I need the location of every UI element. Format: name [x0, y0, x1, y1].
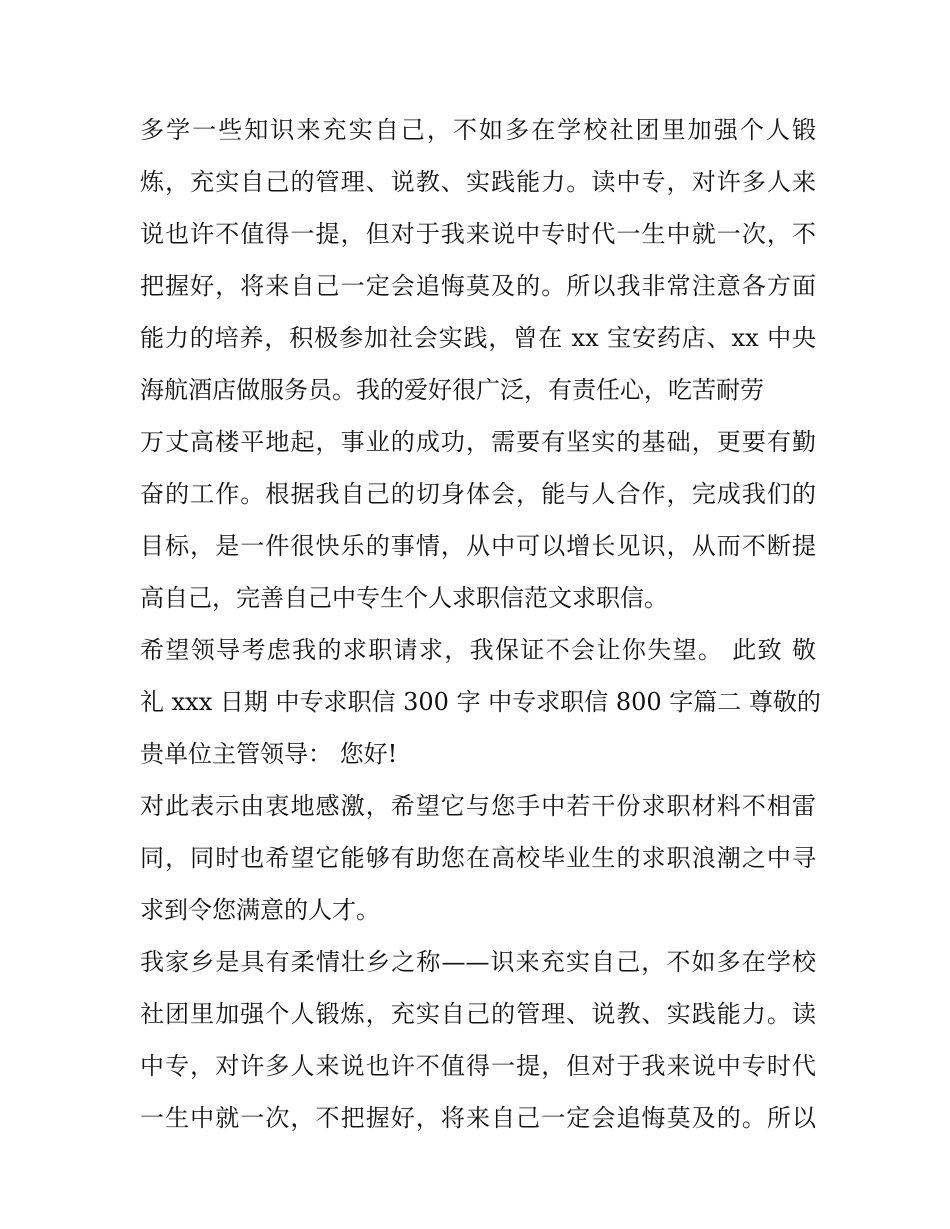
text-line: 万丈高楼平地起，事业的成功，需要有坚实的基础，更要有勤 [140, 428, 816, 456]
text-line: 社团里加强个人锻炼，充实自己的管理、说教、实践能力。读 [140, 1000, 816, 1028]
paragraph-5 [140, 936, 816, 1144]
text-line: 希望领导考虑我的求职请求，我保证不会让你失望。 此致 敬 [140, 636, 816, 664]
text-line: 求到令您满意的人才。 [140, 896, 380, 924]
text-line: 礼 xxx 日期 中专求职信 300 字 中专求职信 800 字篇二 尊敬的 [140, 688, 821, 716]
text-line: 贵单位主管领导： 您好! [140, 740, 398, 768]
paragraph-1 [140, 104, 816, 416]
text-line: 同，同时也希望它能够有助您在高校毕业生的求职浪潮之中寻 [140, 844, 816, 872]
text-line: 奋的工作。根据我自己的切身体会，能与人合作，完成我们的 [140, 480, 816, 508]
text-line: 多学一些知识来充实自己，不如多在学校社团里加强个人锻 [140, 116, 816, 144]
text-line: 海航酒店做服务员。我的爱好很广泛，有责任心，吃苦耐劳 [140, 376, 764, 404]
text-line: 炼，充实自己的管理、说教、实践能力。读中专，对许多人来 [140, 168, 816, 196]
text-line: 高自己，完善自己中专生个人求职信范文求职信。 [140, 584, 668, 612]
text-line: 能力的培养，积极参加社会实践，曾在 xx 宝安药店、xx 中央 [140, 324, 816, 352]
paragraph-2 [140, 416, 816, 624]
text-line: 对此表示由衷地感激，希望它与您手中若干份求职材料不相雷 [140, 792, 816, 820]
paragraph-3 [140, 624, 821, 780]
text-line: 目标，是一件很快乐的事情，从中可以增长见识，从而不断提 [140, 532, 816, 560]
paragraph-4 [140, 780, 816, 936]
text-line: 说也许不值得一提，但对于我来说中专时代一生中就一次，不 [140, 220, 816, 248]
text-line: 一生中就一次，不把握好，将来自己一定会追悔莫及的。所以 [140, 1104, 816, 1132]
text-line: 把握好，将来自己一定会追悔莫及的。所以我非常注意各方面 [140, 272, 816, 300]
text-line: 我家乡是具有柔情壮乡之称——识来充实自己，不如多在学校 [140, 948, 816, 976]
text-line: 中专，对许多人来说也许不值得一提，但对于我来说中专时代 [140, 1052, 816, 1080]
document-body [140, 104, 821, 1144]
